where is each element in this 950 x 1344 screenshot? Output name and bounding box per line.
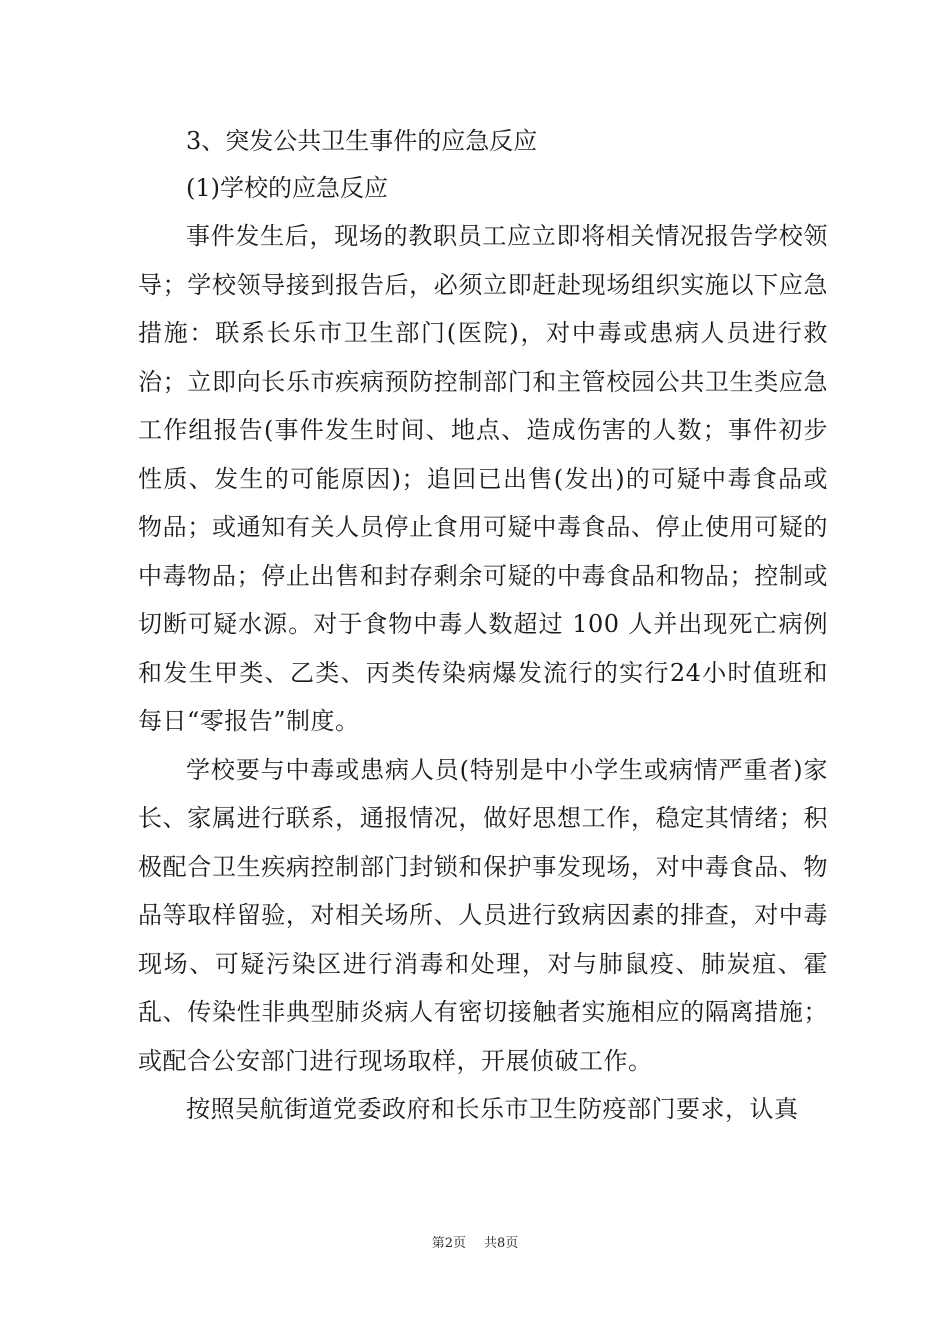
subsection-heading: (1)学校的应急反应: [186, 174, 388, 202]
page-number-total: 共8页: [484, 1236, 519, 1251]
paragraph-school-response: 事件发生后，现场的教职员工应立即将相关情况报告学校领导；学校领导接到报告后，必须立即赶赴现场组织实施以下应急措施：联系长乐市卫生部门(医院)，对中毒或患病人员进行救治；立即向长乐市疾病预防控制部门和主管校园公共卫生类应急工作组报告(事件发生时间、地点、造成伤害的人数；事件初步性质、发生的可能原因)；追回已出售(发出)的可疑中毒食品或物品；或通知有关人员停止食用可疑中毒食品、停止使用可疑的中毒物品；停止出售和封存剩余可疑的中毒食品和物品；控制或切断可疑水源。对于食物中毒人数超过 100 人并出现死亡病例和发生甲类、乙类、丙类传染病爆发流行的实行24小时值班和每日“零报告”制度。: [138, 222, 828, 735]
section-heading: 3、突发公共卫生事件的应急反应: [186, 127, 538, 155]
document-body: [138, 118, 828, 1134]
page-footer: [0, 1232, 950, 1251]
page-number-current: 第2页: [431, 1236, 466, 1251]
paragraph-family-contact: 学校要与中毒或患病人员(特别是中小学生或病情严重者)家长、家属进行联系，通报情况，做好思想工作，稳定其情绪；积极配合卫生疾病控制部门封锁和保护事发现场，对中毒食品、物品等取样留验，对相关场所、人员进行致病因素的排查，对中毒现场、可疑污染区进行消毒和处理，对与肺鼠疫、肺炭疽、霍乱、传染性非典型肺炎病人有密切接触者实施相应的隔离措施；或配合公安部门进行现场取样，开展侦破工作。: [138, 755, 828, 1075]
paragraph-requirements: 按照吴航街道党委政府和长乐市卫生防疫部门要求，认真: [186, 1095, 799, 1123]
